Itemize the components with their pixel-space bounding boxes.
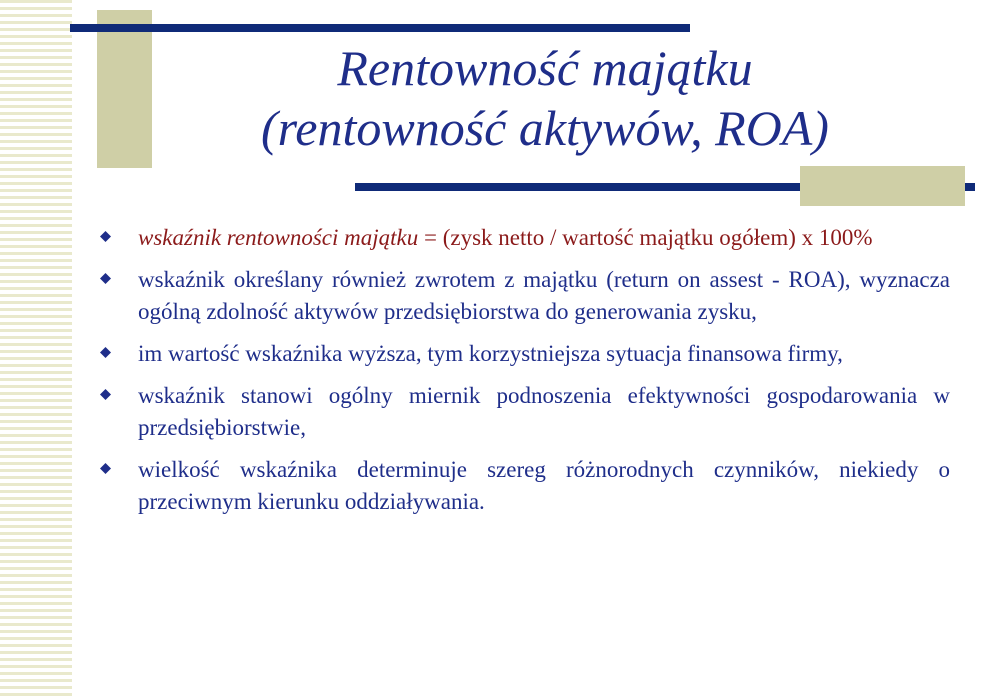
bullet-term: wskaźnik rentowności majątku [138, 225, 419, 250]
diamond-bullet-icon [100, 273, 111, 284]
bullet-item-formula [100, 222, 950, 254]
diamond-bullet-icon [100, 347, 111, 358]
bullet-text: wskaźnik określany również zwrotem z majątku (return on assest - ROA), wyznacza ogólną zdolność aktywów przedsiębiorstwa do generowania zysku, [138, 267, 950, 324]
bullet-list [100, 222, 950, 528]
diamond-bullet-icon [100, 463, 111, 474]
bullet-text: im wartość wskaźnika wyższa, tym korzystniejsza sytuacja finansowa firmy, [138, 341, 843, 366]
title-line-1: Rentowność majątku [337, 40, 753, 96]
decorative-square-top [97, 10, 152, 168]
bullet-item-definition [100, 264, 950, 328]
bullet-formula: = (zysk netto / wartość majątku ogółem) x 100% [418, 225, 873, 250]
bullet-item-interpretation [100, 338, 950, 370]
diamond-bullet-icon [100, 231, 111, 242]
diamond-bullet-icon [100, 389, 111, 400]
bullet-item-factors [100, 454, 950, 518]
title-line-2: (rentowność aktywów, ROA) [261, 100, 829, 156]
bullet-text: wielkość wskaźnika determinuje szereg różnorodnych czynników, niekiedy o przeciwnym kierunku oddziaływania. [138, 457, 950, 514]
slide-title [150, 38, 940, 158]
bullet-item-measure [100, 380, 950, 444]
decorative-square-bottom [800, 166, 965, 206]
bullet-text: wskaźnik stanowi ogólny miernik podnoszenia efektywności gospodarowania w przedsiębiorstwie, [138, 383, 950, 440]
striped-left-border [0, 0, 72, 700]
decorative-line-top [70, 24, 690, 32]
